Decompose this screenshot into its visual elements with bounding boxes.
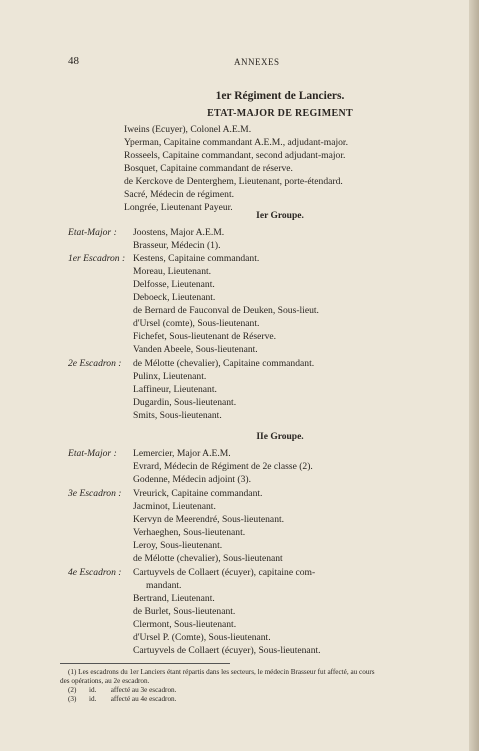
escadron-2-line: Laffineur, Lieutenant. (133, 384, 217, 395)
escadron-4-line: Cartuyvels de Collaert (écuyer), Sous-lieutenant. (133, 645, 321, 656)
etat-major-line: Sacré, Médecin de régiment. (124, 189, 235, 200)
escadron-4-line: d'Ursel P. (Comte), Sous-lieutenant. (133, 632, 271, 643)
escadron-3-line: Jacminot, Lieutenant. (133, 501, 216, 512)
escadron-2-line: Pulinx, Lieutenant. (133, 371, 207, 382)
escadron-4-label: 4e Escadron : (68, 567, 122, 578)
escadron-2-line: Dugardin, Sous-lieutenant. (133, 397, 237, 408)
footnote-line: des opérations, au 2e escadron. (60, 677, 150, 685)
escadron-3-label: 3e Escadron : (68, 488, 122, 499)
escadron-1-line: Vanden Abeele, Sous-lieutenant. (133, 344, 258, 355)
escadron-1-line: Kestens, Capitaine commandant. (133, 253, 260, 264)
escadron-4-line: Clermont, Sous-lieutenant. (133, 619, 237, 630)
escadron-4-line: mandant. (146, 580, 182, 591)
escadron-4-line: de Burlet, Sous-lieutenant. (133, 606, 236, 617)
escadron-1-line: Delfosse, Lieutenant. (133, 279, 215, 290)
groupe-2-etat-major-line: Godenne, Médecin adjoint (3). (133, 474, 252, 485)
footnote-line: (1) Les escadrons du 1er Lanciers étant répartis dans les secteurs, le médecin Brasseur fut affecté, au cours (68, 668, 375, 676)
etat-major-line: Rosseels, Capitaine commandant, second adjudant-major. (124, 150, 346, 161)
groupe-1-etat-major-label: Etat-Major : (68, 227, 117, 238)
running-title: ANNEXES (234, 57, 280, 67)
escadron-3-line: Vreurick, Capitaine commandant. (133, 488, 263, 499)
etat-major-line: de Kerckove de Denterghem, Lieutenant, porte-étendard. (124, 176, 343, 187)
escadron-1-line: de Bernard de Fauconval de Deuken, Sous-lieut. (133, 305, 319, 316)
escadron-2-line: Smits, Sous-lieutenant. (133, 410, 222, 421)
escadron-1-line: Fichefet, Sous-lieutenant de Réserve. (133, 331, 277, 342)
escadron-2-label: 2e Escadron : (68, 358, 122, 369)
groupe-1-heading: Ier Groupe. (256, 211, 304, 221)
escadron-1-line: Deboeck, Lieutenant. (133, 292, 216, 303)
escadron-3-line: Verhaeghen, Sous-lieutenant. (133, 527, 246, 538)
groupe-1-etat-major-line: Brasseur, Médecin (1). (133, 240, 221, 251)
groupe-2-etat-major-line: Lemercier, Major A.E.M. (133, 448, 231, 459)
groupe-2-heading: IIe Groupe. (256, 432, 304, 442)
groupe-2-etat-major-line: Evrard, Médecin de Régiment de 2e classe (2). (133, 461, 313, 472)
escadron-3-line: Leroy, Sous-lieutenant. (133, 540, 223, 551)
footnote-line: (2) id. affecté au 3e escadron. (68, 686, 177, 694)
escadron-1-label: 1er Escadron : (68, 253, 126, 264)
escadron-4-line: Cartuyvels de Collaert (écuyer), capitaine com- (133, 567, 316, 578)
escadron-2-line: de Mélotte (chevalier), Capitaine commandant. (133, 358, 315, 369)
escadron-1-line: Moreau, Lieutenant. (133, 266, 212, 277)
footnote-rule (60, 663, 230, 664)
groupe-1-etat-major-line: Joostens, Major A.E.M. (133, 227, 225, 238)
escadron-3-line: Kervyn de Meerendré, Sous-lieutenant. (133, 514, 285, 525)
etat-major-line: Yperman, Capitaine commandant A.E.M., adjudant-major. (124, 137, 348, 148)
footnote-line: (3) id. affecté au 4e escadron. (68, 695, 177, 703)
etat-major-line: Bosquet, Capitaine commandant de réserve. (124, 163, 293, 174)
etat-major-line: Longrée, Lieutenant Payeur. (124, 202, 233, 213)
page-number: 48 (68, 55, 79, 67)
escadron-3-line: de Mélotte (chevalier), Sous-lieutenant (133, 553, 283, 564)
etat-major-heading: ETAT-MAJOR DE REGIMENT (207, 108, 353, 119)
escadron-1-line: d'Ursel (comte), Sous-lieutenant. (133, 318, 260, 329)
etat-major-line: Iweins (Ecuyer), Colonel A.E.M. (124, 124, 252, 135)
groupe-2-etat-major-label: Etat-Major : (68, 448, 117, 459)
escadron-4-line: Bertrand, Lieutenant. (133, 593, 215, 604)
regiment-title: 1er Régiment de Lanciers. (215, 90, 345, 102)
